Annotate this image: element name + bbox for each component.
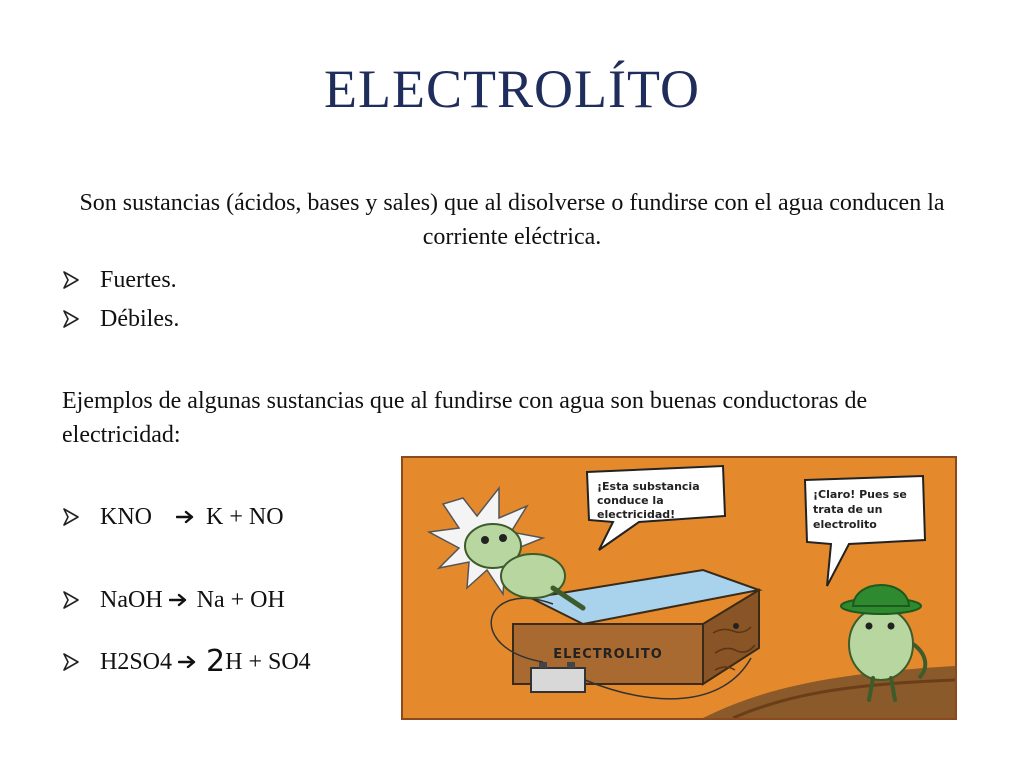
arrowhead-bullet-icon xyxy=(62,508,100,526)
right-arrow-icon xyxy=(176,509,196,525)
equation-coefficient: 2 xyxy=(206,644,226,679)
examples-paragraph: Ejemplos de algunas sustancias que al fundirse con agua son buenas conductoras de electricidad: xyxy=(62,388,868,448)
arrowhead-bullet-icon xyxy=(62,653,100,671)
equation-reactant: KNO xyxy=(100,504,152,530)
bubble-left-line: conduce la xyxy=(597,494,664,507)
bubble-right-line: trata de un xyxy=(813,503,883,516)
equation-products: K + NO xyxy=(206,504,284,530)
equation-item xyxy=(62,644,311,679)
equation-item xyxy=(62,585,285,615)
type-item xyxy=(62,304,179,334)
hat-character xyxy=(849,608,913,680)
type-label: Fuertes. xyxy=(100,267,177,293)
type-label: Débiles. xyxy=(100,306,180,332)
slide-title: ELECTROLÍTO xyxy=(324,59,700,119)
equation-item xyxy=(62,502,284,532)
right-arrow-icon xyxy=(178,654,198,670)
box-label: ELECTROLITO xyxy=(553,647,663,662)
arrowhead-bullet-icon xyxy=(62,271,100,289)
arrowhead-bullet-icon xyxy=(62,310,100,328)
bubble-right-line: ¡Claro! Pues se xyxy=(813,488,907,501)
equation-reactant: H2SO4 xyxy=(100,649,173,675)
type-item xyxy=(62,265,177,295)
electrolyte-cartoon xyxy=(401,456,957,720)
bubble-left-line: ¡Esta substancia xyxy=(597,480,700,493)
equation-reactant: NaOH xyxy=(100,587,163,613)
equation-products: Na + OH xyxy=(196,587,285,613)
equation-products: H + SO4 xyxy=(225,649,311,675)
bubble-right-line: electrolito xyxy=(813,518,877,531)
arrowhead-bullet-icon xyxy=(62,591,100,609)
bubble-left-line: electricidad! xyxy=(597,508,676,521)
battery xyxy=(531,668,585,692)
box-side xyxy=(703,590,759,684)
right-arrow-icon xyxy=(169,592,189,608)
intro-paragraph: Son sustancias (ácidos, bases y sales) que al disolverse o fundirse con el agua conducen la corriente eléctrica. xyxy=(79,190,945,250)
